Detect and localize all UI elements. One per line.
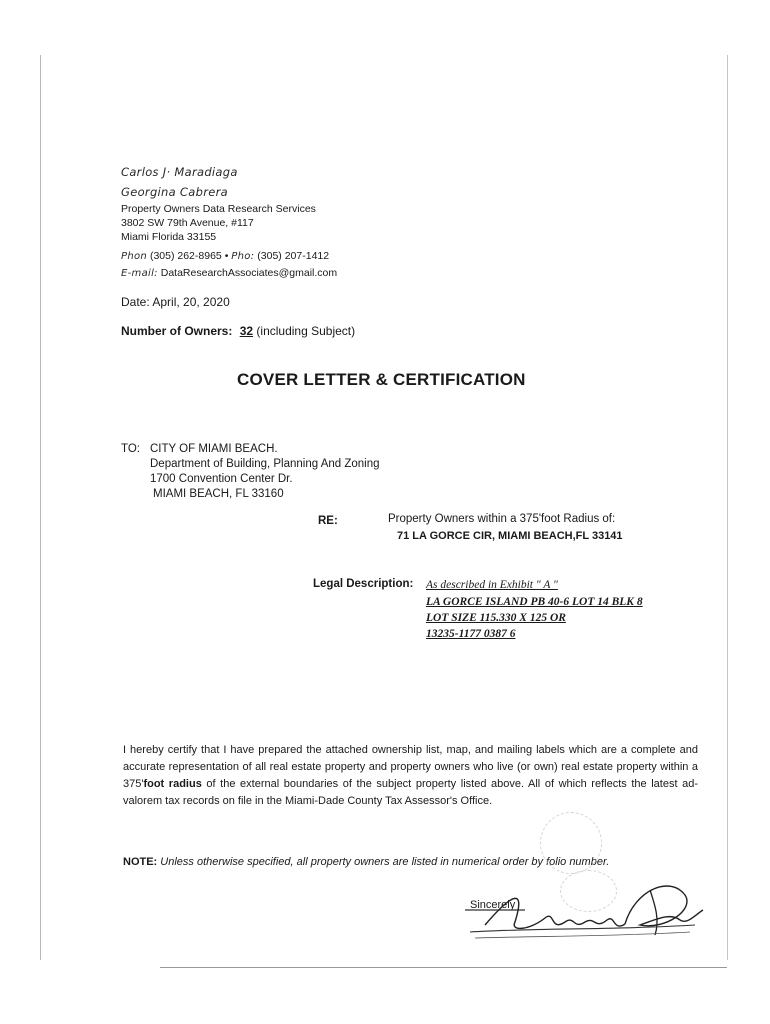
phone2-number: (305) 207-1412 (257, 250, 330, 262)
to-line-2: Department of Building, Planning And Zoning (150, 458, 380, 470)
legal-label: Legal Description: (313, 578, 414, 590)
phone-number: (305) 262-8965 (149, 250, 222, 262)
legal-line-1: As described in Exhibit " A " (426, 579, 558, 591)
owners-line (121, 324, 355, 338)
certification-text-2: of the external boundaries of the subject property listed above. All of which reflects the latest ad-valorem tax records on file in the Miami-Dade County Tax Assessor's Office. (123, 778, 698, 807)
faint-stamp-circle (540, 812, 602, 874)
re-label: RE: (318, 515, 338, 527)
closing-text: Sincerely (470, 899, 516, 911)
legal-line-3: LOT SIZE 115.330 X 125 OR (426, 612, 566, 624)
letter-date: Date: April, 20, 2020 (121, 295, 230, 309)
to-line-1: CITY OF MIAMI BEACH. (150, 443, 278, 455)
sender-company: Property Owners Data Research Services (121, 203, 316, 215)
page-left-edge (40, 55, 41, 960)
page-bottom-edge (160, 967, 727, 968)
phone2-label: Pho: (231, 251, 255, 262)
owners-count: 32 (239, 324, 254, 338)
note-line (123, 856, 609, 868)
re-line-2: 71 LA GORCE CIR, MIAMI BEACH,FL 33141 (397, 530, 623, 542)
re-line-1: Property Owners within a 375'foot Radius of: (388, 513, 616, 525)
note-text: Unless otherwise specified, all property owners are listed in numerical order by folio number. (160, 856, 610, 868)
email-label: E-mail: (121, 268, 158, 279)
to-line-4: MIAMI BEACH, FL 33160 (153, 488, 284, 500)
phone-separator: • (224, 250, 229, 262)
certification-text-1: I hereby certify that I have prepared the attached ownership list, map, and mailing labels which are a complete and accurate representation of all real estate property and property owners who live (or own) real estate property within a 375' (123, 744, 698, 790)
sender-name-1: Carlos J· Maradiaga (121, 165, 238, 179)
page-title: COVER LETTER & CERTIFICATION (237, 370, 526, 389)
sender-phone-line (121, 249, 329, 264)
sender-email-line (121, 266, 337, 281)
sender-address-2: Miami Florida 33155 (121, 231, 217, 243)
legal-line-2: LA GORCE ISLAND PB 40-6 LOT 14 BLK 8 (426, 596, 643, 608)
phone-label: Phon (121, 251, 148, 262)
to-label: TO: (121, 443, 140, 455)
email-address: DataResearchAssociates@gmail.com (160, 267, 338, 279)
to-line-3: 1700 Convention Center Dr. (150, 473, 293, 485)
note-label: NOTE: (123, 856, 158, 868)
handwritten-signature (455, 870, 710, 950)
legal-line-4: 13235-1177 0387 6 (426, 628, 516, 640)
sender-name-2: Georgina Cabrera (121, 185, 228, 199)
owners-suffix: (including Subject) (256, 324, 356, 338)
certification-paragraph (123, 742, 698, 810)
certification-bold-term: foot radius (143, 778, 202, 790)
sender-address-1: 3802 SW 79th Avenue, #117 (121, 217, 254, 229)
page-right-edge (727, 55, 728, 960)
owners-label: Number of Owners: (121, 324, 233, 338)
